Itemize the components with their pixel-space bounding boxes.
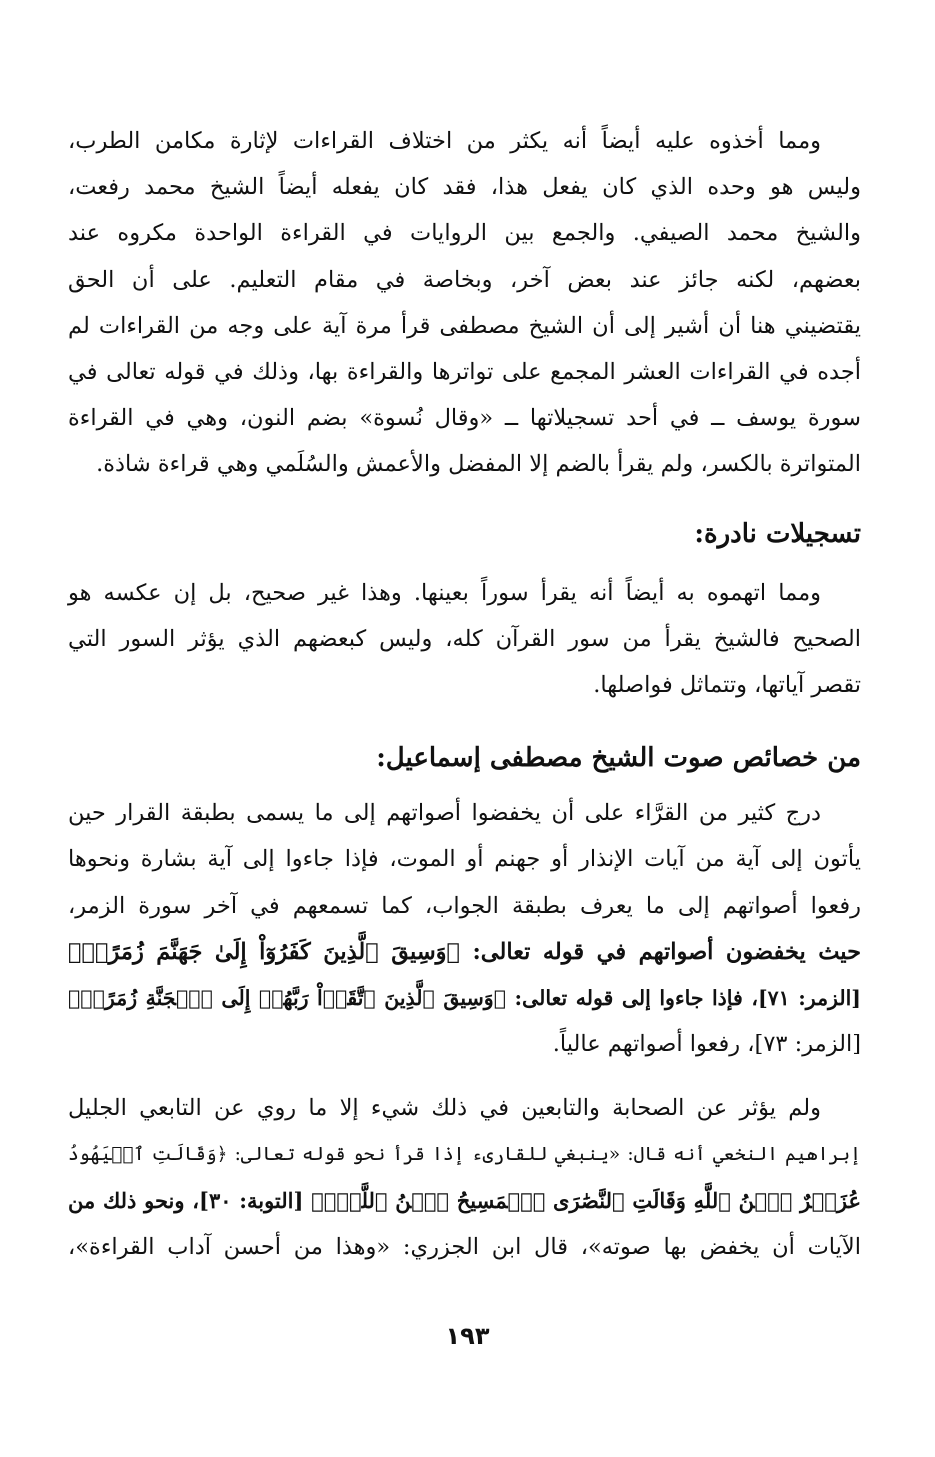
page-body [68, 118, 861, 1270]
text-line: سورة يوسف ــ في أحد تسجيلاتها ــ «وقال نُسوة» بضم النون، وهي في القراءة [68, 405, 861, 432]
paragraph-recitation-variants [68, 118, 861, 488]
text-line: درج كثير من القرَّاء على أن يخفضوا أصواتهم إلى ما يسمى بطبقة القرار حين [68, 800, 821, 827]
paragraph-voice-features [68, 790, 861, 1067]
text-line: [الزمر: ٧٣]، رفعوا أصواتهم عالياً. [552, 1031, 861, 1058]
text-line-with-quran-verse: عُزَيۡرٌ ٱبۡنُ ٱللَّهِ وَقَالَتِ ٱلنَّصَٰرَى ٱلۡمَسِيحُ ٱبۡنُ ٱللَّهِۖ﴾ [التوبة: ٣٠]، ونحو ذلك من [68, 1187, 861, 1213]
text-line: ومما اتهموه به أيضاً أنه يقرأ سوراً بعينها. وهذا غير صحيح، بل إن عكسه هو [68, 579, 821, 606]
text-line: المتواترة بالكسر، ولم يقرأ بالضم إلا المفضل والأعمش والسُلَمي وهي قراءة شاذة. [96, 451, 861, 478]
section-heading-rare-recordings: تسجيلات نادرة: [694, 518, 861, 549]
text-line: رفعوا أصواتهم إلى ما يعرف بطبقة الجواب، كما تسمعهم في آخر سورة الزمر، [68, 892, 861, 919]
text-line-with-quran-verse: [الزمر: ٧١]، فإذا جاءوا إلى قوله تعالى: ﴿وَسِيقَ ٱلَّذِينَ ٱتَّقَوۡاْ رَبَّهُمۡ إِلَى ٱلۡجَنَّةِ زُمَرًاۖ﴾ [68, 986, 862, 1011]
text-line: ومما أخذوه عليه أيضاً أنه يكثر من اختلاف القراءات لإثارة مكامن الطرب، [68, 128, 821, 154]
paragraph-companions [68, 1085, 861, 1270]
text-line: تقصر آياتها، وتتماثل فواصلها. [593, 672, 861, 699]
text-line: وليس هو وحده الذي كان يفعل هذا، فقد كان يفعله أيضاً الشيخ محمد رفعت، [68, 174, 861, 201]
text-line: الصحيح فالشيخ يقرأ من سور القرآن كله، وليس كبعضهم الذي يؤثر السور التي [68, 625, 861, 652]
page-number: ١٩٣ [445, 1322, 490, 1350]
text-line: والشيخ محمد الصيفي. والجمع بين الروايات في القراءة الواحدة مكروه عند [68, 220, 861, 247]
text-line-with-quran-verse: إبراهيم النخعي أنه قال: «ينبغي للقارىء إذا قرأ نحو قوله تعالى: ﴿وَقَالَتِ ٱلۡيَهُودُ [68, 1143, 861, 1165]
text-line: ولم يؤثر عن الصحابة والتابعين في ذلك شيء إلا ما روي عن التابعي الجليل [68, 1095, 821, 1122]
text-line: يأتون إلى آية من آيات الإنذار أو جهنم أو الموت، فإذا جاءوا إلى آية بشارة ونحوها [68, 846, 861, 873]
section-heading-voice-features: من خصائص صوت الشيخ مصطفى إسماعيل: [376, 743, 861, 774]
text-line: يقتضيني هنا أن أشير إلى أن الشيخ مصطفى قرأ مرة آية على وجه من القراءات لم [68, 312, 861, 339]
text-line: بعضهم، لكنه جائز عند بعض آخر، وبخاصة في مقام التعليم. على أن الحق [68, 266, 861, 293]
text-line: أجده في القراءات العشر المجمع على تواترها والقراءة بها، وذلك في قوله تعالى في [68, 359, 861, 386]
text-line: الآيات أن يخفض بها صوته»، قال ابن الجزري: «وهذا من أحسن آداب القراءة»، [68, 1234, 861, 1261]
text-line-with-quran-verse: حيث يخفضون أصواتهم في قوله تعالى: ﴿وَسِيقَ ٱلَّذِينَ كَفَرُوٓاْ إِلَىٰ جَهَنَّمَ زُمَرًاۖ﴾ [68, 938, 861, 965]
paragraph-rare-recordings [68, 570, 861, 709]
